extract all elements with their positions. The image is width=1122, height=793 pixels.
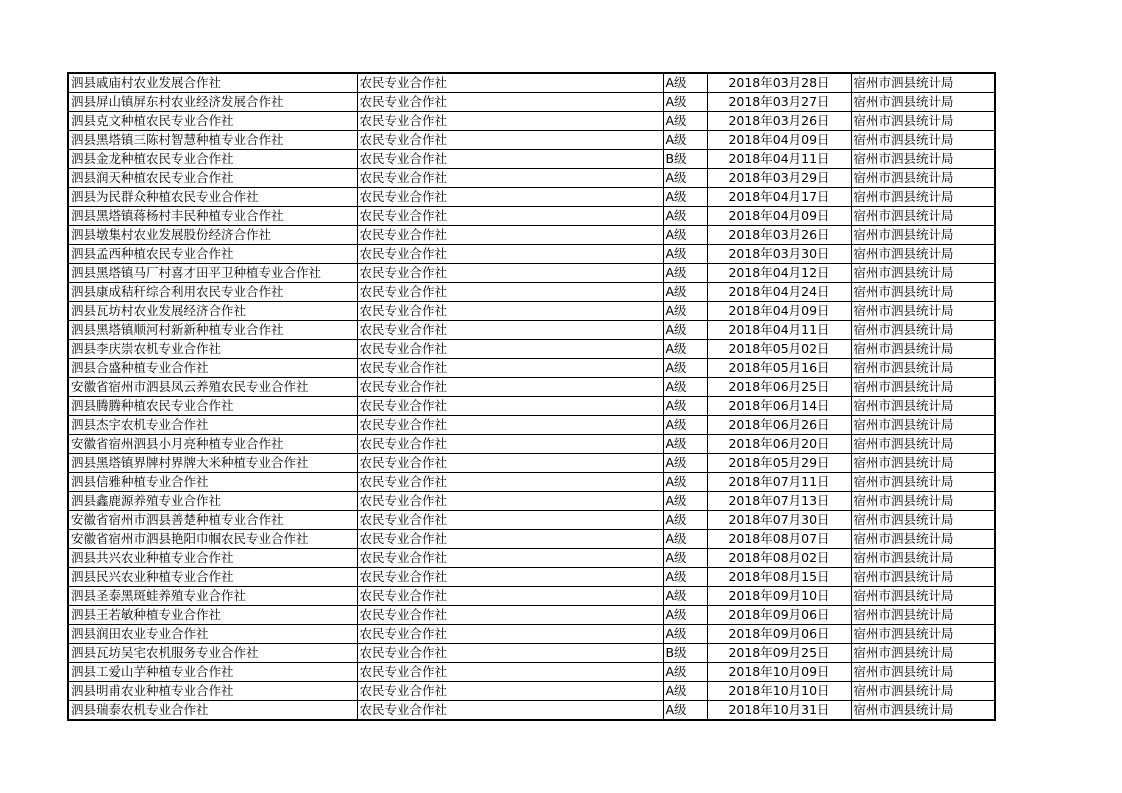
table-row bbox=[68, 264, 995, 283]
rating-grade-cell[interactable]: A级 bbox=[663, 454, 707, 473]
rating-grade-cell[interactable]: A级 bbox=[663, 416, 707, 435]
cooperative-type-cell[interactable]: 农民专业合作社 bbox=[357, 73, 663, 93]
cooperative-type-cell[interactable]: 农民专业合作社 bbox=[357, 302, 663, 321]
rating-grade-cell[interactable]: A级 bbox=[663, 625, 707, 644]
cooperative-type-cell[interactable]: 农民专业合作社 bbox=[357, 264, 663, 283]
cooperative-name-cell[interactable]: 泗县民兴农业种植专业合作社 bbox=[68, 568, 357, 587]
cooperative-name-cell[interactable]: 泗县鑫鹿源养殖专业合作社 bbox=[68, 492, 357, 511]
table-row bbox=[68, 473, 995, 492]
table-row bbox=[68, 226, 995, 245]
cooperative-name-cell[interactable]: 泗县润天种植农民专业合作社 bbox=[68, 169, 357, 188]
cooperative-type-cell[interactable]: 农民专业合作社 bbox=[357, 492, 663, 511]
cooperative-type-cell[interactable]: 农民专业合作社 bbox=[357, 245, 663, 264]
cooperative-name-cell[interactable]: 泗县瓦坊吴宅农机服务专业合作社 bbox=[68, 644, 357, 663]
table-row bbox=[68, 150, 995, 169]
rating-grade-cell[interactable]: A级 bbox=[663, 397, 707, 416]
table-row bbox=[68, 321, 995, 340]
cooperative-type-cell[interactable]: 农民专业合作社 bbox=[357, 606, 663, 625]
rating-date-cell[interactable]: 2018年03月26日 bbox=[707, 112, 851, 131]
rating-grade-cell[interactable]: A级 bbox=[663, 435, 707, 454]
rating-grade-cell[interactable]: A级 bbox=[663, 188, 707, 207]
rating-date-cell[interactable]: 2018年04月12日 bbox=[707, 264, 851, 283]
rating-grade-cell[interactable]: A级 bbox=[663, 606, 707, 625]
table-row bbox=[68, 568, 995, 587]
issuing-agency-cell[interactable]: 宿州市泗县统计局 bbox=[851, 663, 995, 682]
issuing-agency-cell[interactable]: 宿州市泗县统计局 bbox=[851, 264, 995, 283]
cooperative-name-cell[interactable]: 泗县黑塔镇马厂村喜才田平卫种植专业合作社 bbox=[68, 264, 357, 283]
issuing-agency-cell[interactable]: 宿州市泗县统计局 bbox=[851, 511, 995, 530]
cooperative-type-cell[interactable]: 农民专业合作社 bbox=[357, 188, 663, 207]
cooperative-name-cell[interactable]: 泗县孟西种植农民专业合作社 bbox=[68, 245, 357, 264]
cooperative-type-cell[interactable]: 农民专业合作社 bbox=[357, 549, 663, 568]
issuing-agency-cell[interactable]: 宿州市泗县统计局 bbox=[851, 454, 995, 473]
rating-grade-cell[interactable]: A级 bbox=[663, 226, 707, 245]
issuing-agency-cell[interactable]: 宿州市泗县统计局 bbox=[851, 359, 995, 378]
issuing-agency-cell[interactable]: 宿州市泗县统计局 bbox=[851, 169, 995, 188]
table-row bbox=[68, 93, 995, 112]
table-row bbox=[68, 359, 995, 378]
cooperative-name-cell[interactable]: 泗县为民群众种植农民专业合作社 bbox=[68, 188, 357, 207]
table-row bbox=[68, 73, 995, 93]
rating-date-cell[interactable]: 2018年04月09日 bbox=[707, 207, 851, 226]
issuing-agency-cell[interactable]: 宿州市泗县统计局 bbox=[851, 435, 995, 454]
cooperative-name-cell[interactable]: 泗县黑塔镇界牌村界牌大米种植专业合作社 bbox=[68, 454, 357, 473]
rating-grade-cell[interactable]: A级 bbox=[663, 378, 707, 397]
rating-grade-cell[interactable]: A级 bbox=[663, 359, 707, 378]
cooperative-type-cell[interactable]: 农民专业合作社 bbox=[357, 568, 663, 587]
rating-date-cell[interactable]: 2018年06月14日 bbox=[707, 397, 851, 416]
cooperative-name-cell[interactable]: 泗县信雅种植专业合作社 bbox=[68, 473, 357, 492]
table-row bbox=[68, 530, 995, 549]
rating-grade-cell[interactable]: A级 bbox=[663, 530, 707, 549]
cooperative-type-cell[interactable]: 农民专业合作社 bbox=[357, 226, 663, 245]
rating-date-cell[interactable]: 2018年09月10日 bbox=[707, 587, 851, 606]
issuing-agency-cell[interactable]: 宿州市泗县统计局 bbox=[851, 416, 995, 435]
rating-date-cell[interactable]: 2018年09月06日 bbox=[707, 606, 851, 625]
rating-date-cell[interactable]: 2018年04月17日 bbox=[707, 188, 851, 207]
rating-date-cell[interactable]: 2018年06月26日 bbox=[707, 416, 851, 435]
cooperative-name-cell[interactable]: 泗县瓦坊村农业发展经济合作社 bbox=[68, 302, 357, 321]
rating-grade-cell[interactable]: A级 bbox=[663, 682, 707, 701]
rating-grade-cell[interactable]: A级 bbox=[663, 283, 707, 302]
table-row bbox=[68, 112, 995, 131]
rating-date-cell[interactable]: 2018年03月29日 bbox=[707, 169, 851, 188]
cooperative-type-cell[interactable]: 农民专业合作社 bbox=[357, 112, 663, 131]
table-row bbox=[68, 188, 995, 207]
issuing-agency-cell[interactable]: 宿州市泗县统计局 bbox=[851, 625, 995, 644]
table-row bbox=[68, 283, 995, 302]
cooperative-type-cell[interactable]: 农民专业合作社 bbox=[357, 454, 663, 473]
cooperative-type-cell[interactable]: 农民专业合作社 bbox=[357, 283, 663, 302]
cooperative-name-cell[interactable]: 泗县克文种植农民专业合作社 bbox=[68, 112, 357, 131]
rating-date-cell[interactable]: 2018年10月10日 bbox=[707, 682, 851, 701]
issuing-agency-cell[interactable]: 宿州市泗县统计局 bbox=[851, 188, 995, 207]
rating-date-cell[interactable]: 2018年03月28日 bbox=[707, 73, 851, 93]
rating-date-cell[interactable]: 2018年10月09日 bbox=[707, 663, 851, 682]
table-row bbox=[68, 682, 995, 701]
issuing-agency-cell[interactable]: 宿州市泗县统计局 bbox=[851, 682, 995, 701]
cooperative-name-cell[interactable]: 泗县黑塔镇三陈村智慧种植专业合作社 bbox=[68, 131, 357, 150]
rating-grade-cell[interactable]: A级 bbox=[663, 131, 707, 150]
issuing-agency-cell[interactable]: 宿州市泗县统计局 bbox=[851, 549, 995, 568]
table-row bbox=[68, 169, 995, 188]
cooperative-type-cell[interactable]: 农民专业合作社 bbox=[357, 131, 663, 150]
issuing-agency-cell[interactable]: 宿州市泗县统计局 bbox=[851, 321, 995, 340]
table-row bbox=[68, 549, 995, 568]
cooperative-type-cell[interactable]: 农民专业合作社 bbox=[357, 359, 663, 378]
issuing-agency-cell[interactable]: 宿州市泗县统计局 bbox=[851, 112, 995, 131]
table-row bbox=[68, 454, 995, 473]
issuing-agency-cell[interactable]: 宿州市泗县统计局 bbox=[851, 340, 995, 359]
table-row bbox=[68, 302, 995, 321]
cooperative-type-cell[interactable]: 农民专业合作社 bbox=[357, 701, 663, 721]
issuing-agency-cell[interactable]: 宿州市泗县统计局 bbox=[851, 245, 995, 264]
table-row bbox=[68, 644, 995, 663]
issuing-agency-cell[interactable]: 宿州市泗县统计局 bbox=[851, 530, 995, 549]
cooperative-type-cell[interactable]: 农民专业合作社 bbox=[357, 150, 663, 169]
table-row bbox=[68, 701, 995, 721]
cooperative-type-cell[interactable]: 农民专业合作社 bbox=[357, 644, 663, 663]
cooperative-rating-table bbox=[67, 72, 996, 721]
cooperative-type-cell[interactable]: 农民专业合作社 bbox=[357, 321, 663, 340]
issuing-agency-cell[interactable]: 宿州市泗县统计局 bbox=[851, 473, 995, 492]
cooperative-name-cell[interactable]: 泗县瑞泰农机专业合作社 bbox=[68, 701, 357, 721]
table-row bbox=[68, 625, 995, 644]
table-row bbox=[68, 587, 995, 606]
table-row bbox=[68, 131, 995, 150]
rating-date-cell[interactable]: 2018年06月20日 bbox=[707, 435, 851, 454]
cooperative-name-cell[interactable]: 泗县杰宇农机专业合作社 bbox=[68, 416, 357, 435]
rating-grade-cell[interactable]: A级 bbox=[663, 701, 707, 721]
rating-date-cell[interactable]: 2018年05月02日 bbox=[707, 340, 851, 359]
cooperative-type-cell[interactable]: 农民专业合作社 bbox=[357, 530, 663, 549]
rating-date-cell[interactable]: 2018年04月11日 bbox=[707, 321, 851, 340]
cooperative-name-cell[interactable]: 安徽省宿州市泗县凤云养殖农民专业合作社 bbox=[68, 378, 357, 397]
cooperative-type-cell[interactable]: 农民专业合作社 bbox=[357, 511, 663, 530]
rating-date-cell[interactable]: 2018年04月09日 bbox=[707, 131, 851, 150]
cooperative-name-cell[interactable]: 泗县屏山镇屏东村农业经济发展合作社 bbox=[68, 93, 357, 112]
issuing-agency-cell[interactable]: 宿州市泗县统计局 bbox=[851, 131, 995, 150]
cooperative-type-cell[interactable]: 农民专业合作社 bbox=[357, 416, 663, 435]
cooperative-name-cell[interactable]: 泗县黑塔镇蒋杨村丰民种植专业合作社 bbox=[68, 207, 357, 226]
table-row bbox=[68, 492, 995, 511]
cooperative-type-cell[interactable]: 农民专业合作社 bbox=[357, 435, 663, 454]
rating-date-cell[interactable]: 2018年03月30日 bbox=[707, 245, 851, 264]
rating-date-cell[interactable]: 2018年04月09日 bbox=[707, 302, 851, 321]
cooperative-type-cell[interactable]: 农民专业合作社 bbox=[357, 378, 663, 397]
rating-grade-cell[interactable]: A级 bbox=[663, 93, 707, 112]
issuing-agency-cell[interactable]: 宿州市泗县统计局 bbox=[851, 644, 995, 663]
cooperative-name-cell[interactable]: 泗县腾腾种植农民专业合作社 bbox=[68, 397, 357, 416]
rating-date-cell[interactable]: 2018年05月16日 bbox=[707, 359, 851, 378]
issuing-agency-cell[interactable]: 宿州市泗县统计局 bbox=[851, 568, 995, 587]
cooperative-type-cell[interactable]: 农民专业合作社 bbox=[357, 682, 663, 701]
rating-date-cell[interactable]: 2018年08月02日 bbox=[707, 549, 851, 568]
issuing-agency-cell[interactable]: 宿州市泗县统计局 bbox=[851, 492, 995, 511]
cooperative-type-cell[interactable]: 农民专业合作社 bbox=[357, 473, 663, 492]
cooperative-type-cell[interactable]: 农民专业合作社 bbox=[357, 625, 663, 644]
issuing-agency-cell[interactable]: 宿州市泗县统计局 bbox=[851, 587, 995, 606]
rating-date-cell[interactable]: 2018年10月31日 bbox=[707, 701, 851, 721]
rating-grade-cell[interactable]: A级 bbox=[663, 511, 707, 530]
rating-date-cell[interactable]: 2018年09月25日 bbox=[707, 644, 851, 663]
cooperative-name-cell[interactable]: 泗县润田农业专业合作社 bbox=[68, 625, 357, 644]
issuing-agency-cell[interactable]: 宿州市泗县统计局 bbox=[851, 150, 995, 169]
rating-grade-cell[interactable]: A级 bbox=[663, 587, 707, 606]
table-row bbox=[68, 397, 995, 416]
table-row bbox=[68, 245, 995, 264]
issuing-agency-cell[interactable]: 宿州市泗县统计局 bbox=[851, 207, 995, 226]
cooperative-name-cell[interactable]: 泗县康成秸秆综合利用农民专业合作社 bbox=[68, 283, 357, 302]
rating-grade-cell[interactable]: A级 bbox=[663, 112, 707, 131]
rating-date-cell[interactable]: 2018年05月29日 bbox=[707, 454, 851, 473]
rating-grade-cell[interactable]: A级 bbox=[663, 169, 707, 188]
rating-grade-cell[interactable]: A级 bbox=[663, 73, 707, 93]
rating-date-cell[interactable]: 2018年07月11日 bbox=[707, 473, 851, 492]
rating-grade-cell[interactable]: A级 bbox=[663, 568, 707, 587]
issuing-agency-cell[interactable]: 宿州市泗县统计局 bbox=[851, 226, 995, 245]
cooperative-name-cell[interactable]: 泗县圣泰黑斑蛙养殖专业合作社 bbox=[68, 587, 357, 606]
table-row bbox=[68, 340, 995, 359]
rating-grade-cell[interactable]: A级 bbox=[663, 207, 707, 226]
table-row bbox=[68, 378, 995, 397]
cooperative-name-cell[interactable]: 泗县合盛种植专业合作社 bbox=[68, 359, 357, 378]
cooperative-name-cell[interactable]: 安徽省宿州市泗县善楚种植专业合作社 bbox=[68, 511, 357, 530]
rating-grade-cell[interactable]: B级 bbox=[663, 150, 707, 169]
rating-grade-cell[interactable]: A级 bbox=[663, 340, 707, 359]
table-row bbox=[68, 207, 995, 226]
rating-grade-cell[interactable]: A级 bbox=[663, 321, 707, 340]
rating-date-cell[interactable]: 2018年04月24日 bbox=[707, 283, 851, 302]
cooperative-name-cell[interactable]: 泗县工爱山芋种植专业合作社 bbox=[68, 663, 357, 682]
rating-date-cell[interactable]: 2018年08月07日 bbox=[707, 530, 851, 549]
cooperative-name-cell[interactable]: 泗县黑塔镇顺河村新新种植专业合作社 bbox=[68, 321, 357, 340]
rating-grade-cell[interactable]: A级 bbox=[663, 663, 707, 682]
table-row bbox=[68, 435, 995, 454]
cooperative-name-cell[interactable]: 泗县共兴农业种植专业合作社 bbox=[68, 549, 357, 568]
issuing-agency-cell[interactable]: 宿州市泗县统计局 bbox=[851, 73, 995, 93]
cooperative-type-cell[interactable]: 农民专业合作社 bbox=[357, 207, 663, 226]
cooperative-name-cell[interactable]: 安徽省宿州泗县小月亮种植专业合作社 bbox=[68, 435, 357, 454]
rating-grade-cell[interactable]: A级 bbox=[663, 549, 707, 568]
rating-grade-cell[interactable]: B级 bbox=[663, 644, 707, 663]
cooperative-type-cell[interactable]: 农民专业合作社 bbox=[357, 340, 663, 359]
issuing-agency-cell[interactable]: 宿州市泗县统计局 bbox=[851, 93, 995, 112]
issuing-agency-cell[interactable]: 宿州市泗县统计局 bbox=[851, 397, 995, 416]
cooperative-name-cell[interactable]: 泗县王若敏种植专业合作社 bbox=[68, 606, 357, 625]
rating-grade-cell[interactable]: A级 bbox=[663, 492, 707, 511]
cooperative-type-cell[interactable]: 农民专业合作社 bbox=[357, 93, 663, 112]
rating-grade-cell[interactable]: A级 bbox=[663, 245, 707, 264]
issuing-agency-cell[interactable]: 宿州市泗县统计局 bbox=[851, 378, 995, 397]
cooperative-type-cell[interactable]: 农民专业合作社 bbox=[357, 397, 663, 416]
rating-date-cell[interactable]: 2018年09月06日 bbox=[707, 625, 851, 644]
cooperative-name-cell[interactable]: 泗县墩集村农业发展股份经济合作社 bbox=[68, 226, 357, 245]
cooperative-name-cell[interactable]: 泗县明甫农业种植专业合作社 bbox=[68, 682, 357, 701]
cooperative-type-cell[interactable]: 农民专业合作社 bbox=[357, 169, 663, 188]
table-row bbox=[68, 663, 995, 682]
rating-grade-cell[interactable]: A级 bbox=[663, 302, 707, 321]
table-row bbox=[68, 416, 995, 435]
rating-date-cell[interactable]: 2018年06月25日 bbox=[707, 378, 851, 397]
table-row bbox=[68, 511, 995, 530]
issuing-agency-cell[interactable]: 宿州市泗县统计局 bbox=[851, 606, 995, 625]
cooperative-type-cell[interactable]: 农民专业合作社 bbox=[357, 663, 663, 682]
rating-date-cell[interactable]: 2018年07月30日 bbox=[707, 511, 851, 530]
issuing-agency-cell[interactable]: 宿州市泗县统计局 bbox=[851, 302, 995, 321]
rating-date-cell[interactable]: 2018年04月11日 bbox=[707, 150, 851, 169]
cooperative-name-cell[interactable]: 泗县李庆崇农机专业合作社 bbox=[68, 340, 357, 359]
table-row bbox=[68, 606, 995, 625]
issuing-agency-cell[interactable]: 宿州市泗县统计局 bbox=[851, 701, 995, 721]
issuing-agency-cell[interactable]: 宿州市泗县统计局 bbox=[851, 283, 995, 302]
rating-date-cell[interactable]: 2018年08月15日 bbox=[707, 568, 851, 587]
cooperative-name-cell[interactable]: 泗县金龙种植农民专业合作社 bbox=[68, 150, 357, 169]
rating-date-cell[interactable]: 2018年03月26日 bbox=[707, 226, 851, 245]
rating-date-cell[interactable]: 2018年07月13日 bbox=[707, 492, 851, 511]
cooperative-name-cell[interactable]: 安徽省宿州市泗县艳阳巾帼农民专业合作社 bbox=[68, 530, 357, 549]
rating-grade-cell[interactable]: A级 bbox=[663, 264, 707, 283]
cooperative-type-cell[interactable]: 农民专业合作社 bbox=[357, 587, 663, 606]
cooperative-name-cell[interactable]: 泗县戚庙村农业发展合作社 bbox=[68, 73, 357, 93]
rating-date-cell[interactable]: 2018年03月27日 bbox=[707, 93, 851, 112]
rating-grade-cell[interactable]: A级 bbox=[663, 473, 707, 492]
